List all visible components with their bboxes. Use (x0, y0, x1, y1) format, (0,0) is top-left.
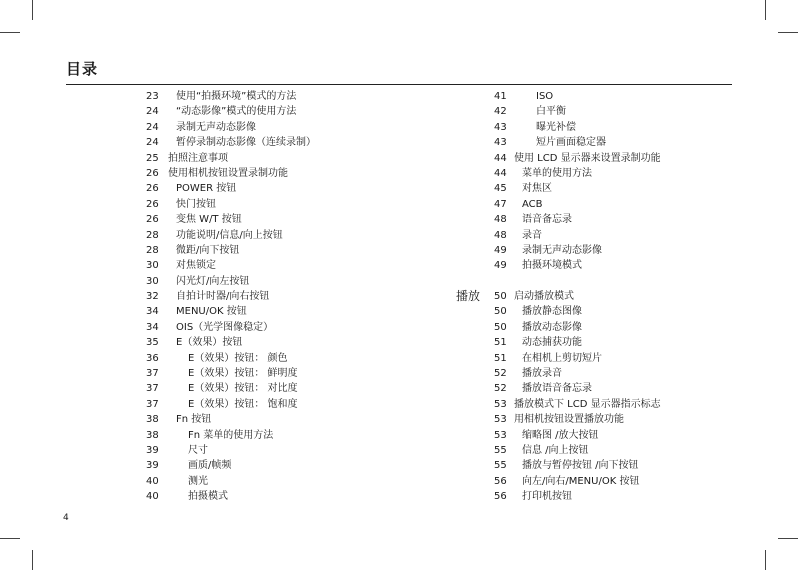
toc-page-number: 26 (146, 183, 159, 195)
toc-entry-text: 播放静态图像 (522, 306, 582, 318)
toc-entry-text: 使用 LCD 显示器来设置录制功能 (514, 152, 661, 164)
toc-page-number: 48 (494, 229, 507, 241)
toc-page-number: 39 (146, 460, 159, 472)
toc-entry-text: E（效果）按钮 (176, 337, 243, 349)
toc-page-number: 51 (494, 337, 507, 349)
toc-entry-text: 尺寸 (188, 444, 208, 456)
toc-page-number: 49 (494, 244, 507, 256)
toc-entry-text: 暂停录制动态影像（连续录制） (176, 137, 316, 149)
toc-entry-text: 播放录音 (522, 368, 562, 380)
crop-mark (778, 32, 798, 33)
toc-page-number: 28 (146, 229, 159, 241)
toc-page-number: 34 (146, 321, 159, 333)
crop-mark (0, 538, 20, 539)
crop-mark (765, 550, 766, 570)
toc-entry-text: 缩略图 /放大按钮 (522, 429, 599, 441)
page-title: 目录 (66, 60, 99, 78)
toc-page-number: 48 (494, 214, 507, 226)
toc-entry-text: 使用相机按钮设置录制功能 (168, 167, 288, 179)
toc-page-number: 34 (146, 306, 159, 318)
toc-page-number: 42 (494, 106, 507, 118)
toc-page-number: 53 (494, 414, 507, 426)
toc-entry-text: 快门按钮 (176, 198, 216, 210)
toc-page-number: 49 (494, 260, 507, 272)
toc-entry-text: MENU/OK 按钮 (176, 306, 247, 318)
toc-entry-text: POWER 按钮 (176, 183, 237, 195)
toc-page-number: 50 (494, 321, 507, 333)
toc-page-number: 55 (494, 444, 507, 456)
toc-entry-text: 向左/向右/MENU/OK 按钮 (522, 475, 640, 487)
toc-page-number: 53 (494, 429, 507, 441)
crop-mark (0, 32, 20, 33)
toc-page-number: 55 (494, 460, 507, 472)
toc-entry-text: 语音备忘录 (522, 214, 572, 226)
toc-entry-text: 闪光灯/向左按钮 (176, 275, 250, 287)
toc-entry-text: 使用“拍摄环境”模式的方法 (176, 91, 297, 102)
toc-page-number: 37 (146, 398, 159, 410)
toc-entry-text: 播放模式下 LCD 显示器指示标志 (514, 398, 661, 410)
toc-entry-text: 信息 /向上按钮 (522, 444, 589, 456)
toc-entry-text: E（效果）按钮： 鲜明度 (188, 368, 298, 380)
toc-entry-text: ISO (536, 91, 554, 102)
toc-page-number: 35 (146, 337, 159, 349)
toc-page-number: 39 (146, 444, 159, 456)
title-divider (66, 84, 732, 85)
toc-entry-text: 菜单的使用方法 (522, 167, 592, 179)
toc-page-number: 36 (146, 352, 159, 364)
toc-entry-text: 启动播放模式 (514, 291, 574, 303)
toc-page-number: 52 (494, 383, 507, 395)
toc-entry-text: 拍摄模式 (188, 491, 228, 503)
toc-entry-text: 动态捕获功能 (522, 337, 582, 349)
toc-page-number: 38 (146, 429, 159, 441)
toc-page-number: 37 (146, 383, 159, 395)
toc-page-number: 51 (494, 352, 507, 364)
toc-entry-text: 变焦 W/T 按钮 (176, 214, 242, 226)
toc-page-number: 45 (494, 183, 507, 195)
crop-mark (32, 550, 33, 570)
toc-entry-text: 打印机按钮 (522, 491, 572, 503)
toc-entry-text: ACB (522, 198, 543, 210)
toc-page-number: 47 (494, 198, 507, 210)
toc-entry-text: 短片画面稳定器 (536, 137, 606, 149)
toc-page-number: 44 (494, 152, 507, 164)
toc-page-number: 26 (146, 198, 159, 210)
toc-entry-text: 播放语音备忘录 (522, 383, 592, 395)
toc-page-number: 24 (146, 106, 159, 118)
toc-entry-text: 拍照注意事项 (168, 152, 228, 164)
toc-entry-text: 用相机按钮设置播放功能 (514, 414, 624, 426)
toc-page-number: 26 (146, 214, 159, 226)
toc-entry-text: 录音 (522, 229, 542, 241)
toc-entry-text: E（效果）按钮： 饱和度 (188, 398, 298, 410)
toc-entry-text: Fn 按钮 (176, 414, 212, 426)
toc-page-number: 41 (494, 91, 507, 102)
toc-page-number: 52 (494, 368, 507, 380)
toc-page-number: 40 (146, 491, 159, 503)
toc-page-number: 23 (146, 91, 159, 102)
toc-entry-text: 自拍计时器/向右按钮 (176, 291, 270, 303)
toc-entry-text: 画质/帧频 (188, 460, 232, 472)
toc-entry-text: 播放与暂停按钮 /向下按钮 (522, 460, 639, 472)
toc-entry-text: “动态影像”模式的使用方法 (176, 106, 297, 118)
toc-page-number: 44 (494, 167, 507, 179)
toc-page-number: 40 (146, 475, 159, 487)
toc-page-number: 32 (146, 291, 159, 303)
crop-mark (765, 0, 766, 20)
toc-page-number: 28 (146, 244, 159, 256)
toc-page-number: 56 (494, 475, 507, 487)
toc-page-number: 38 (146, 414, 159, 426)
toc-page-number: 25 (146, 152, 159, 164)
crop-mark (32, 0, 33, 20)
toc-entry-text: 白平衡 (536, 106, 566, 118)
crop-mark (778, 538, 798, 539)
toc-entry-text: 录制无声动态影像 (522, 244, 602, 256)
toc-entry-text: 拍摄环境模式 (522, 260, 582, 272)
toc-entry-text: 曝光补偿 (536, 121, 576, 133)
toc-entry-text: 播放动态影像 (522, 321, 582, 333)
toc-page-number: 43 (494, 137, 507, 149)
toc-page-number: 24 (146, 121, 159, 133)
toc-entry-text: 对焦区 (522, 183, 552, 195)
toc-entry-text: 测光 (188, 475, 208, 487)
section-label-playback: 播放 (456, 289, 481, 303)
page-number: 4 (63, 513, 69, 523)
toc-page-number: 50 (494, 291, 507, 303)
toc-entry-text: 对焦锁定 (176, 260, 216, 272)
toc-page-number: 50 (494, 306, 507, 318)
toc-page-number: 30 (146, 275, 159, 287)
toc-entry-text: 在相机上剪切短片 (522, 352, 602, 364)
toc-page-number: 26 (146, 167, 159, 179)
toc-page-number: 30 (146, 260, 159, 272)
toc-entry-text: 微距/向下按钮 (176, 244, 240, 256)
toc-entry-text: Fn 菜单的使用方法 (188, 429, 274, 441)
toc-page-number: 56 (494, 491, 507, 503)
toc-page-number: 24 (146, 137, 159, 149)
toc-page-number: 37 (146, 368, 159, 380)
toc-entry-text: 功能说明/信息/向上按钮 (176, 229, 283, 241)
toc-entry-text: E（效果）按钮： 颜色 (188, 352, 288, 364)
toc-page-number: 43 (494, 121, 507, 133)
toc-page-number: 53 (494, 398, 507, 410)
toc-entry-text: E（效果）按钮： 对比度 (188, 383, 298, 395)
toc-entry-text: OIS（光学图像稳定） (176, 321, 274, 333)
toc-entry-text: 录制无声动态影像 (176, 121, 256, 133)
